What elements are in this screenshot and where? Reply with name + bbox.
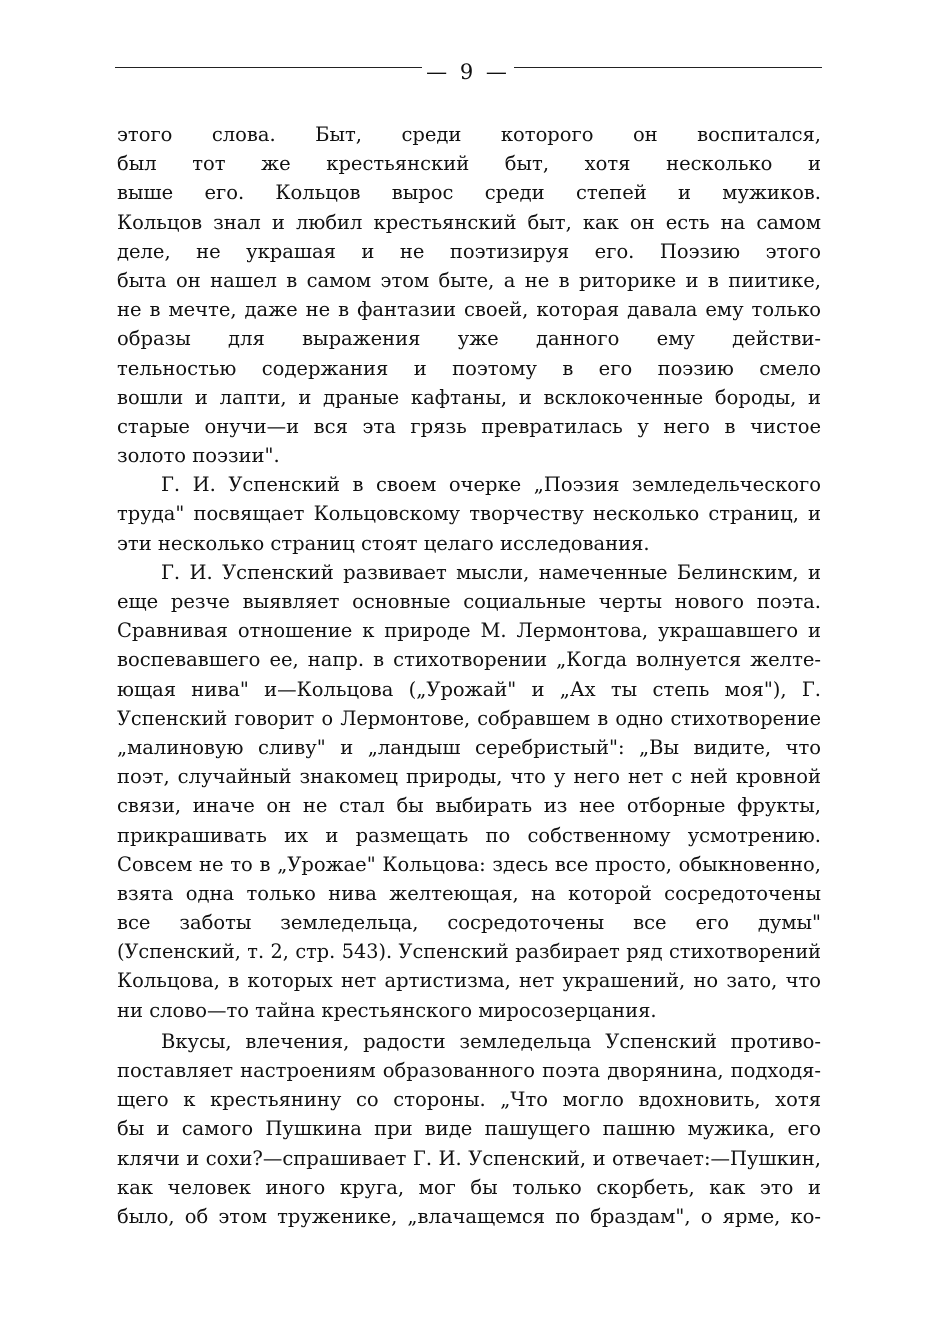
text-line: труда" посвящает Кольцовскому творчеству несколько страниц, и <box>117 502 821 526</box>
text-line: бы и самого Пушкина при виде пашущего пашню мужика, его <box>117 1117 821 1141</box>
text-line: прикрашивать их и размещать по собственному усмотрению. <box>117 823 821 847</box>
text-line: Г. И. Успенский в своем очерке „Поэзия земледельческого <box>161 473 821 497</box>
text-line: Сравнивая отношение к природе М. Лермонтова, украшавшего и <box>117 619 821 643</box>
text-line: был тот же крестьянский быт, хотя несколько и <box>117 152 821 176</box>
text-line: золото поэзии". <box>117 444 280 468</box>
text-line: как человек иного круга, мог бы только скорбеть, как это и <box>117 1175 821 1199</box>
text-line: было, об этом труженике, „влачащемся по браздам", о ярме, ко- <box>117 1204 821 1228</box>
text-line: вошли и лапти, и драные кафтаны, и всклокоченные бороды, и <box>117 385 821 409</box>
text-line: старые онучи—и вся эта грязь превратилась у него в чистое <box>117 414 821 438</box>
text-line: быта он нашел в самом этом быте, а не в риторике и в пиитике, <box>117 268 821 292</box>
text-line: ющая нива" и—Кольцова („Урожай" и „Ах ты степь моя"), Г. <box>117 677 821 701</box>
text-line: воспевавшего ее, напр. в стихотворении „Когда волнуется желте- <box>117 648 821 672</box>
paragraph <box>117 1027 821 1231</box>
text-line: не в мечте, даже не в фантазии своей, которая давала ему только <box>117 298 821 322</box>
text-line: еще резче выявляет основные социальные черты нового поэта. <box>117 590 821 613</box>
paragraph <box>117 558 821 1025</box>
text-line: деле, не украшая и не поэтизируя его. Поэзию этого <box>117 239 821 263</box>
text-line: Кольцова, в которых нет артистизма, нет украшений, но зато, что <box>117 969 821 993</box>
text-line: Кольцов знал и любил крестьянский быт, как он есть на самом <box>117 210 821 234</box>
text-line: выше его. Кольцов вырос среди степей и мужиков. <box>117 181 821 205</box>
text-line: эти несколько страниц стоят целаго исследования. <box>117 531 650 555</box>
text-line: Успенский говорит о Лермонтове, собравшем в одно стихотворение <box>117 706 821 730</box>
text-line: все заботы земледельца, сосредоточены все его думы" <box>117 911 821 935</box>
paragraph <box>117 470 821 558</box>
text-line: клячи и сохи?—спрашивает Г. И. Успенский, и отвечает:—Пушкин, <box>117 1146 821 1170</box>
text-line: связи, иначе он не стал бы выбирать из нее отборные фрукты, <box>117 794 821 818</box>
text-line: поставляет настроениям образованного поэта дворянина, подходя- <box>117 1059 821 1082</box>
body-text <box>117 120 821 1231</box>
text-line: Вкусы, влечения, радости земледельца Успенский противо- <box>161 1029 821 1053</box>
page-number-text: — 9 — <box>422 60 514 84</box>
text-line: (Успенский, т. 2, стр. 543). Успенский разбирает ряд стихотворений <box>117 940 821 964</box>
text-line: „малиновую сливу" и „ландыш серебристый": „Вы видите, что <box>117 735 821 759</box>
text-line: взята одна только нива желтеющая, на которой сосредоточены <box>117 881 821 905</box>
page-number <box>0 60 936 84</box>
text-line: Совсем не то в „Урожае" Кольцова: здесь все просто, обыкновенно, <box>117 852 821 876</box>
text-line: поэт, случайный знакомец природы, что у него нет с ней кровной <box>117 765 821 789</box>
text-line: этого слова. Быт, среди которого он воспитался, <box>117 123 821 146</box>
text-line: щего к крестьянину со стороны. „Что могло вдохновить, хотя <box>117 1088 821 1112</box>
text-line: ни слово—то тайна крестьянского миросозерцания. <box>117 998 657 1022</box>
paragraph <box>117 120 821 470</box>
text-line: образы для выражения уже данного ему действи- <box>117 327 821 351</box>
text-line: Г. И. Успенский развивает мысли, намеченные Белинским, и <box>161 560 821 584</box>
text-line: тельностью содержания и поэтому в его поэзию смело <box>117 356 821 380</box>
